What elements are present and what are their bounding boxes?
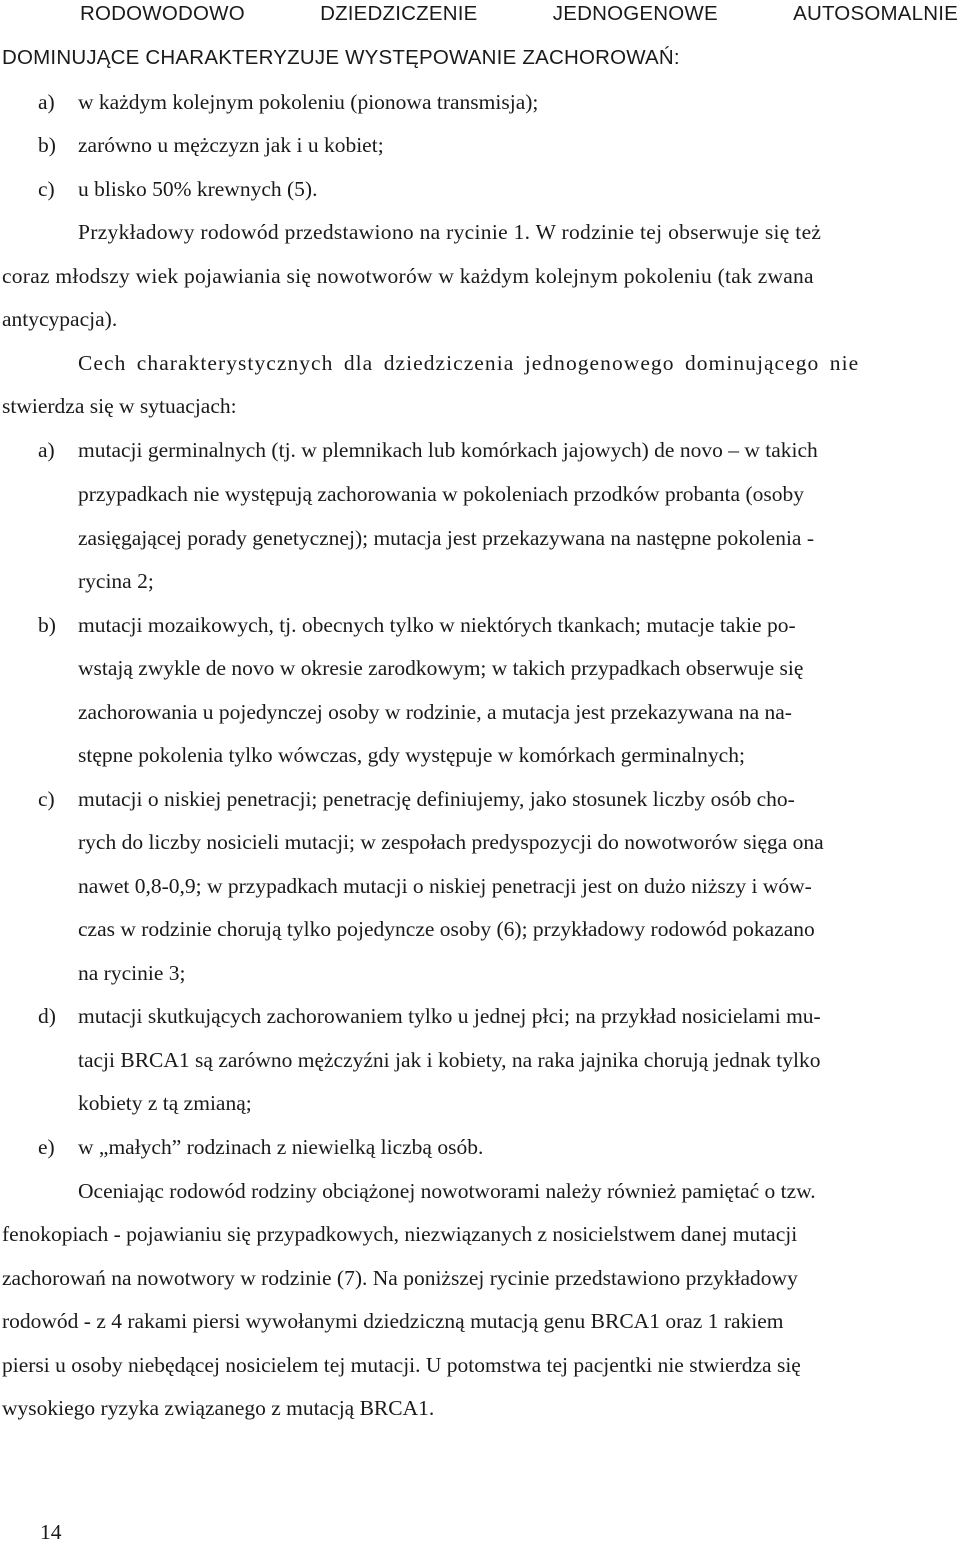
list2-c-line-3: nawet 0,8-0,9; w przypadkach mutacji o niskiej penetracji jest on dużo niższy i wów- [78, 874, 812, 898]
list2-d-line-1: mutacji skutkujących zachorowaniem tylko u jednej płci; na przykład nosicielami mu- [78, 1004, 821, 1028]
list2-d-line-3: kobiety z tą zmianą; [78, 1091, 252, 1115]
list1-marker-c: c) [38, 177, 55, 201]
paragraph-3-line-5: piersi u osoby niebędącej nosicielem tej mutacji. U potomstwa tej pacjentki nie stwierdza się [2, 1353, 801, 1377]
list2-b-line-3: zachorowania u pojedynczej osoby w rodzinie, a mutacja jest przekazywana na na- [78, 700, 792, 724]
list2-b-line-1: mutacji mozaikowych, tj. obecnych tylko w niektórych tkankach; mutacje takie po- [78, 613, 796, 637]
list2-a-line-2: przypadkach nie występują zachorowania w pokoleniach przodków probanta (osoby [78, 482, 804, 506]
list2-a-line-1: mutacji germinalnych (tj. w plemnikach lub komórkach jajowych) de novo – w takich [78, 438, 818, 462]
paragraph-3-line-1: Oceniając rodowód rodziny obciążonej nowotworami należy również pamiętać o tzw. [78, 1179, 816, 1203]
list1-marker-a: a) [38, 90, 55, 114]
heading-word: AUTOSOMALNIE [793, 2, 958, 25]
paragraph-2-line-2: stwierdza się w sytuacjach: [2, 394, 237, 418]
list2-marker-a: a) [38, 438, 55, 462]
list1-item-b: zarówno u mężczyzn jak i u kobiet; [78, 133, 384, 157]
paragraph-3-line-6: wysokiego ryzyka związanego z mutacją BRCA1. [2, 1396, 435, 1420]
paragraph-3-line-3: zachorowań na nowotwory w rodzinie (7). Na poniższej rycinie przedstawiono przykładowy [2, 1266, 798, 1290]
paragraph-2-line-1: Cech charakterystycznych dla dziedziczenia jednogenowego dominującego nie [78, 351, 860, 375]
list2-b-line-4: stępne pokolenia tylko wówczas, gdy występuje w komórkach germinalnych; [78, 743, 745, 767]
paragraph-1-line-3: antycypacja). [2, 307, 118, 331]
heading-word: DZIEDZICZENIE [320, 2, 478, 25]
list2-c-line-1: mutacji o niskiej penetracji; penetrację definiujemy, jako stosunek liczby osób cho- [78, 787, 795, 811]
list2-e-line-1: w „małych” rodzinach z niewielką liczbą osób. [78, 1135, 484, 1159]
list1-marker-b: b) [38, 133, 56, 157]
paragraph-1-line-1: Przykładowy rodowód przedstawiono na rycinie 1. W rodzinie tej obserwuje się też [78, 220, 822, 244]
list2-marker-d: d) [38, 1004, 56, 1028]
list2-marker-b: b) [38, 613, 56, 637]
list1-item-c: u blisko 50% krewnych (5). [78, 177, 318, 201]
list2-a-line-3: zasięgającej porady genetycznej); mutacja jest przekazywana na następne pokolenia - [78, 526, 815, 550]
paragraph-3-line-4: rodowód - z 4 rakami piersi wywołanymi dziedziczną mutacją genu BRCA1 oraz 1 rakiem [2, 1309, 784, 1333]
heading-word: JEDNOGENOWE [552, 2, 718, 25]
heading-line-1 [80, 0, 958, 28]
heading-word: RODOWODOWO [80, 2, 245, 25]
list2-b-line-2: wstają zwykle de novo w okresie zarodkowym; w takich przypadkach obserwuje się [78, 656, 804, 680]
list1-item-a: w każdym kolejnym pokoleniu (pionowa transmisja); [78, 90, 539, 114]
list2-d-line-2: tacji BRCA1 są zarówno mężczyźni jak i kobiety, na raka jajnika chorują jednak tylko [78, 1048, 821, 1072]
list2-c-line-2: rych do liczby nosicieli mutacji; w zespołach predyspozycji do nowotworów sięga ona [78, 830, 824, 854]
list2-c-line-5: na rycinie 3; [78, 961, 186, 985]
list2-c-line-4: czas w rodzinie chorują tylko pojedyncze osoby (6); przykładowy rodowód pokazano [78, 917, 815, 941]
list2-a-line-4: rycina 2; [78, 569, 154, 593]
paragraph-3-line-2: fenokopiach - pojawianiu się przypadkowych, niezwiązanych z nosicielstwem danej mutacji [2, 1222, 798, 1246]
list2-marker-e: e) [38, 1135, 55, 1159]
heading-line-2: DOMINUJĄCE CHARAKTERYZUJE WYSTĘPOWANIE ZACHOROWAŃ: [2, 46, 680, 69]
list2-marker-c: c) [38, 787, 55, 811]
paragraph-1-line-2: coraz młodszy wiek pojawiania się nowotworów w każdym kolejnym pokoleniu (tak zwana [2, 264, 814, 288]
page-number: 14 [40, 1520, 62, 1544]
